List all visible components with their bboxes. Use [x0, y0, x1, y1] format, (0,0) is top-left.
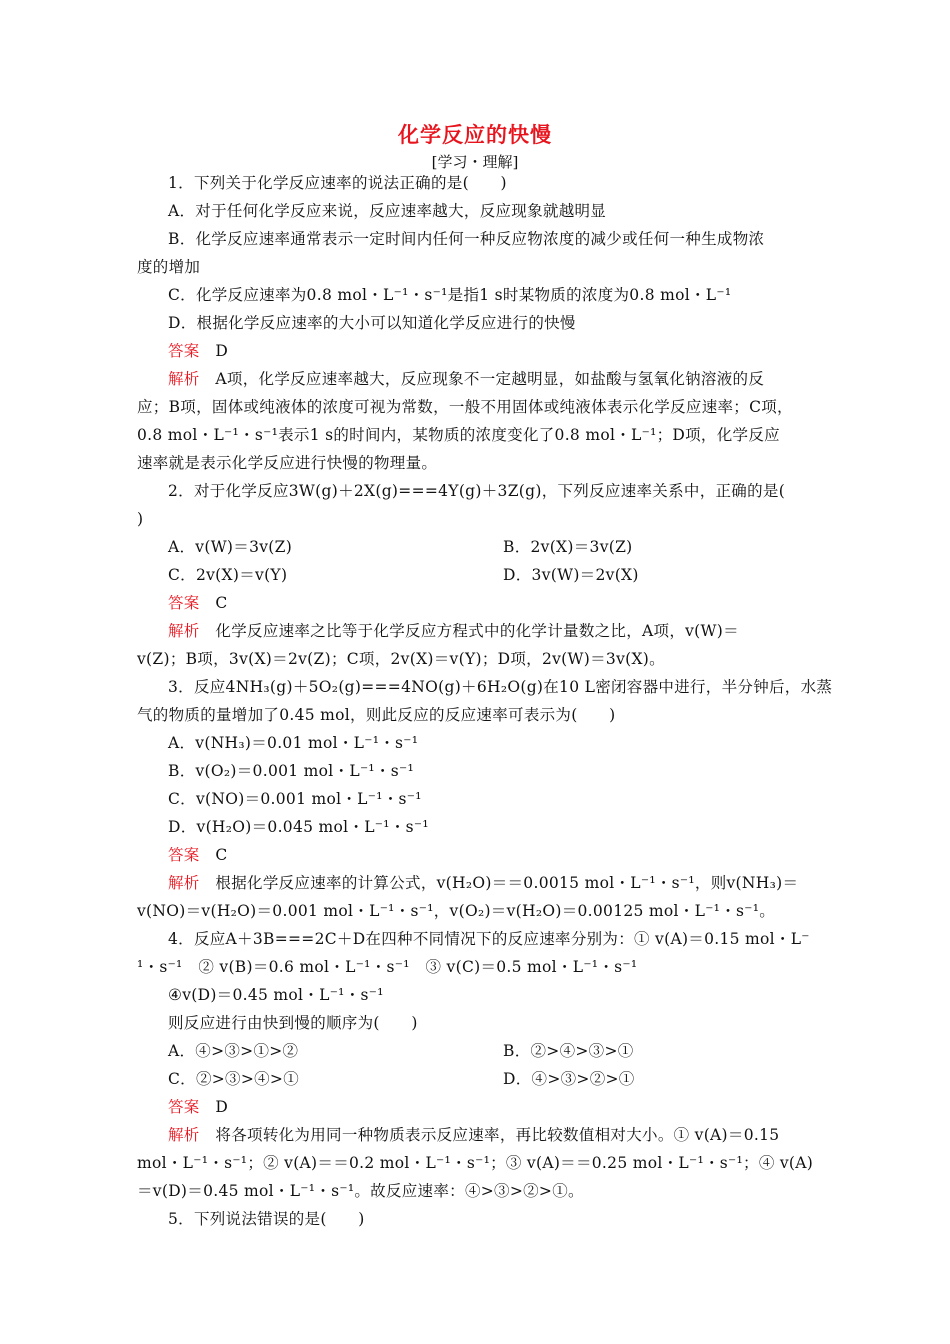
question-3-option-b: B．v(O₂)＝0.001 mol・L⁻¹・s⁻¹ — [168, 762, 414, 780]
question-1-option-d: D．根据化学反应速率的大小可以知道化学反应进行的快慢 — [168, 314, 576, 332]
answer-value: C — [215, 846, 228, 864]
question-4-option-a: A．④>③>①>② — [168, 1042, 299, 1060]
question-4-answer — [168, 1097, 858, 1117]
question-3-option-a: A．v(NH₃)＝0.01 mol・L⁻¹・s⁻¹ — [168, 734, 419, 752]
question-3-stem: 3．反应4NH₃(g)＋5O₂(g)===4NO(g)＋6H₂O(g)在10 L密闭容器中进行，半分钟后，水蒸 — [168, 678, 833, 696]
question-4-option-c: C．②>③>④>① — [168, 1070, 300, 1088]
question-1-option-b: B．化学反应速率通常表示一定时间内任何一种反应物浓度的减少或任何一种生成物浓 — [168, 230, 765, 248]
answer-label: 答案 — [168, 594, 200, 612]
question-5-stem: 5．下列说法错误的是( ) — [168, 1210, 365, 1228]
question-4-analysis-line: ＝v(D)＝0.45 mol・L⁻¹・s⁻¹。故反应速率：④>③>②>①。 — [137, 1182, 584, 1200]
question-4-option-b: B．②>④>③>① — [503, 1042, 634, 1060]
question-2-analysis — [168, 621, 858, 641]
question-1-analysis-line: 应；B项，固体或纯液体的浓度可视为常数，一般不用固体或纯液体表示化学反应速率；C项， — [137, 398, 793, 416]
analysis-label: 解析 — [168, 622, 200, 640]
question-4-analysis — [168, 1125, 858, 1145]
question-1-option-c: C．化学反应速率为0.8 mol・L⁻¹・s⁻¹是指1 s时某物质的浓度为0.8 mol・L⁻¹ — [168, 286, 732, 304]
question-4-prompt: 则反应进行由快到慢的顺序为( ) — [168, 1014, 418, 1032]
question-2-option-c: C．2v(X)＝v(Y) — [168, 566, 288, 584]
question-1-answer — [168, 341, 858, 361]
question-4-stem-cont: ④v(D)＝0.45 mol・L⁻¹・s⁻¹ — [168, 986, 384, 1004]
question-1-analysis — [168, 369, 858, 389]
question-4-stem-cont: ¹・s⁻¹ ② v(B)＝0.6 mol・L⁻¹・s⁻¹ ③ v(C)＝0.5 mol・L⁻¹・s⁻¹ — [137, 958, 638, 976]
analysis-label: 解析 — [168, 874, 200, 892]
question-1-analysis-line: 速率就是表示化学反应进行快慢的物理量。 — [137, 454, 438, 472]
question-2-option-b: B．2v(X)＝3v(Z) — [503, 538, 633, 556]
question-3-analysis — [168, 873, 858, 893]
question-1-option-a: A．对于任何化学反应来说，反应速率越大，反应现象就越明显 — [168, 202, 607, 220]
question-3-option-c: C．v(NO)＝0.001 mol・L⁻¹・s⁻¹ — [168, 790, 422, 808]
analysis-label: 解析 — [168, 370, 200, 388]
analysis-text: 根据化学反应速率的计算公式，v(H₂O)＝＝0.0015 mol・L⁻¹・s⁻¹，则v(NH₃)＝ — [215, 874, 799, 892]
question-3-analysis-line: v(NO)＝v(H₂O)＝0.001 mol・L⁻¹・s⁻¹，v(O₂)＝v(H₂O)＝0.00125 mol・L⁻¹・s⁻¹。 — [137, 902, 776, 920]
answer-label: 答案 — [168, 1098, 200, 1116]
question-2-option-a: A．v(W)＝3v(Z) — [168, 538, 293, 556]
question-3-answer — [168, 845, 858, 865]
question-2-stem-cont: ) — [137, 510, 144, 528]
analysis-label: 解析 — [168, 1126, 200, 1144]
answer-label: 答案 — [168, 846, 200, 864]
question-2-analysis-line: v(Z)；B项，3v(X)＝2v(Z)；C项，2v(X)＝v(Y)；D项，2v(W)＝3v(X)。 — [137, 650, 665, 668]
question-1-option-b-cont: 度的增加 — [137, 258, 201, 276]
page-title: 化学反应的快慢 — [398, 122, 552, 147]
question-1-analysis-line: 0.8 mol・L⁻¹・s⁻¹表示1 s的时间内，某物质的浓度变化了0.8 mol・L⁻¹；D项，化学反应 — [137, 426, 780, 444]
analysis-text: A项，化学反应速率越大，反应现象不一定越明显，如盐酸与氢氧化钠溶液的反 — [215, 370, 765, 388]
question-1-stem: 1．下列关于化学反应速率的说法正确的是( ) — [168, 174, 507, 192]
answer-value: D — [215, 1098, 229, 1116]
answer-label: 答案 — [168, 342, 200, 360]
analysis-text: 将各项转化为用同一种物质表示反应速率，再比较数值相对大小。① v(A)＝0.15 — [215, 1126, 780, 1144]
answer-value: D — [215, 342, 229, 360]
question-4-option-d: D．④>③>②>① — [503, 1070, 635, 1088]
question-2-option-d: D．3v(W)＝2v(X) — [503, 566, 639, 584]
question-2-answer — [168, 593, 858, 613]
question-3-option-d: D．v(H₂O)＝0.045 mol・L⁻¹・s⁻¹ — [168, 818, 429, 836]
analysis-text: 化学反应速率之比等于化学反应方程式中的化学计量数之比，A项，v(W)＝ — [215, 622, 739, 640]
question-4-analysis-line: mol・L⁻¹・s⁻¹；② v(A)＝＝0.2 mol・L⁻¹・s⁻¹；③ v(A)＝＝0.25 mol・L⁻¹・s⁻¹；④ v(A) — [137, 1154, 814, 1172]
question-2-stem: 2．对于化学反应3W(g)＋2X(g)===4Y(g)＋3Z(g)，下列反应速率关系中，正确的是( — [168, 482, 786, 500]
answer-value: C — [215, 594, 228, 612]
question-4-stem: 4．反应A＋3B===2C＋D在四种不同情况下的反应速率分别为：① v(A)＝0.15 mol・L⁻ — [168, 930, 810, 948]
page-subtitle: [学习・理解] — [431, 153, 519, 171]
question-3-stem-cont: 气的物质的量增加了0.45 mol，则此反应的反应速率可表示为( ) — [137, 706, 616, 724]
